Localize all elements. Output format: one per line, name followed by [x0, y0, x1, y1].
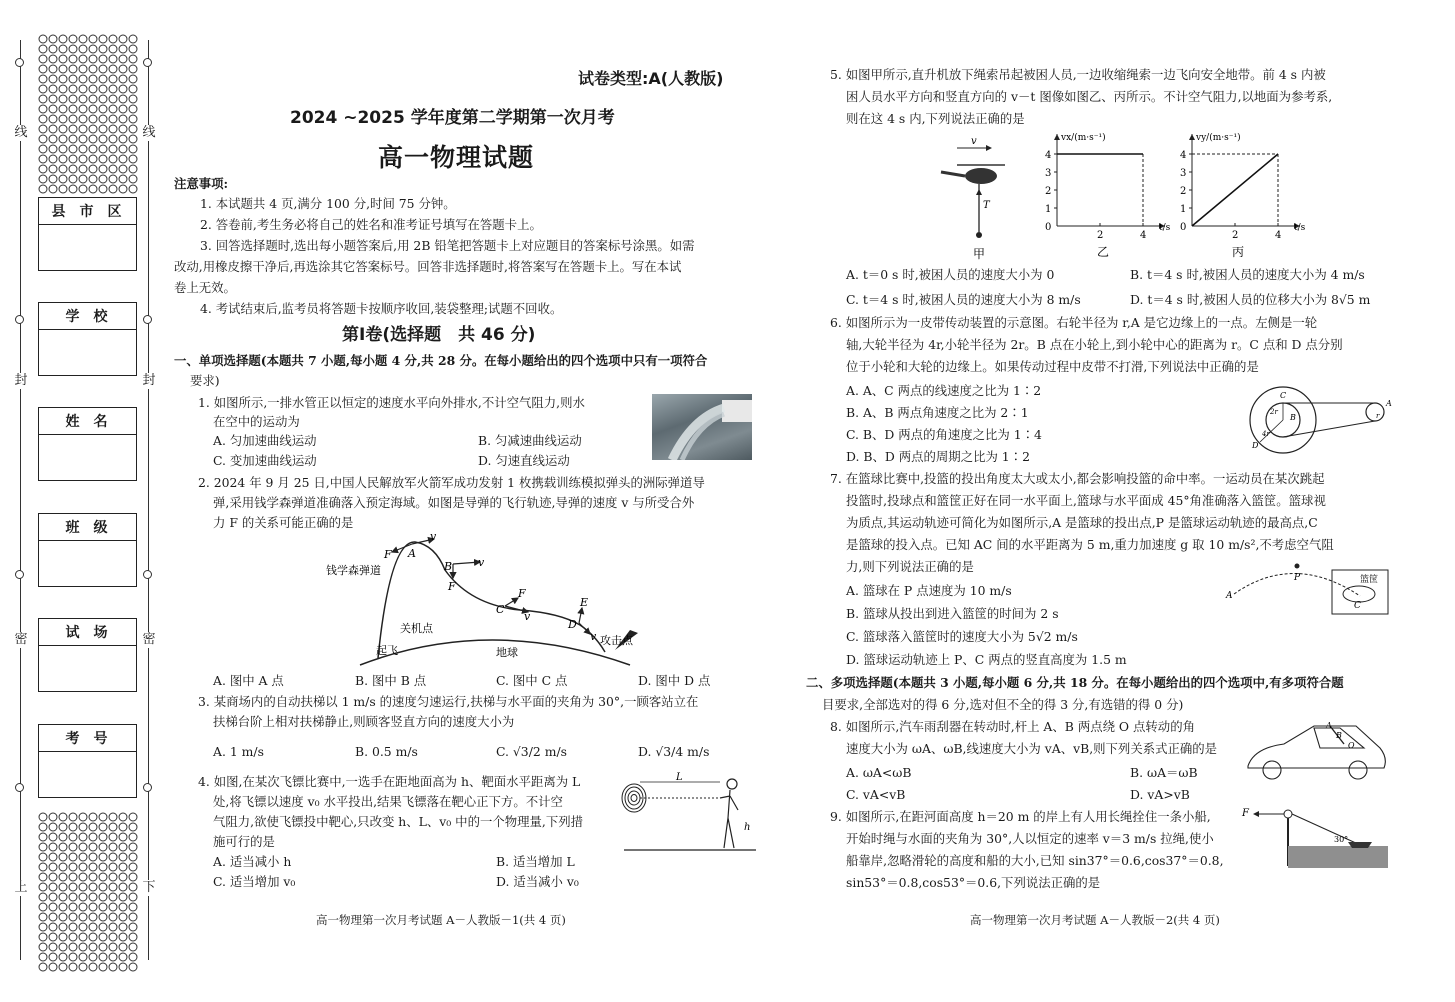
binding-char: 线 [14, 125, 28, 140]
q7-stem: 是篮球的投入点。已知 AC 间的水平距离为 5 m,重力加速度 g 取 10 m/s²,不考虑空气阻 [846, 537, 1334, 552]
q3-option-d[interactable]: D. √3/4 m/s [638, 744, 710, 759]
fig-label: v [590, 630, 597, 643]
fig-label: A [1226, 591, 1233, 601]
q5-stem: 5. 如图甲所示,直升机放下绳索吊起被困人员,一边收缩绳索一边飞向安全地带。前 4 s 内被 [830, 67, 1326, 82]
q4-option-c[interactable]: C. 适当增加 v₀ [213, 874, 296, 889]
fig-label: D [568, 618, 577, 631]
y-axis-arrow [1189, 134, 1195, 140]
graph-caption: 丙 [1232, 245, 1245, 259]
fig-label: T [983, 200, 990, 211]
x-tick-label: 4 [1275, 230, 1282, 241]
q4-stem: 施可行的是 [213, 834, 275, 849]
fig-label: 2r [1270, 408, 1278, 416]
binding-hole [143, 783, 152, 792]
fig-label: 4r [1262, 430, 1270, 438]
y-tick-label: 3 [1045, 168, 1052, 179]
q2-stem: 弹,采用钱学森弹道准确落入预定海域。如图是导弹的飞行轨迹,导弹的速度 v 与所受合外 [213, 495, 695, 510]
binding-char: 下 [142, 880, 156, 895]
fig-label: v [524, 610, 531, 623]
q2-stem: 力 F 的关系可能正确的是 [213, 515, 354, 530]
series-line [1192, 154, 1278, 226]
q9-stem: 船靠岸,忽略滑轮的高度和船的大小,已知 sin37°＝0.6,cos37°＝0.8, [846, 853, 1224, 868]
q4-option-d[interactable]: D. 适当减小 v₀ [496, 874, 579, 889]
fig-label: L [676, 772, 683, 783]
field-name[interactable] [38, 407, 137, 481]
x-axis-label: t/s [1159, 223, 1171, 233]
q8-option-c[interactable]: C. vA<vB [846, 787, 906, 802]
y-tick-label: 3 [1180, 168, 1187, 179]
q5-option-a[interactable]: A. t＝0 s 时,被困人员的速度大小为 0 [846, 267, 1055, 282]
fig-label: 地球 [496, 646, 518, 659]
missile-trajectory-figure [320, 530, 645, 670]
y-tick-label: 4 [1180, 150, 1187, 161]
q6-option-d[interactable]: D. B、D 两点的周期之比为 1∶2 [846, 449, 1030, 464]
fig-label: P [1294, 573, 1301, 583]
fig-label: 起飞 [376, 644, 398, 657]
binding-line-left [20, 40, 21, 960]
q6-option-a[interactable]: A. A、C 两点的线速度之比为 1∶2 [846, 383, 1042, 398]
q4-option-a[interactable]: A. 适当减小 h [213, 854, 292, 869]
fig-label: C [1280, 391, 1287, 400]
page-title: 高一物理试题 [378, 143, 535, 172]
fig-label: F [384, 548, 392, 561]
q7-stem: 为质点,其运动轨迹可简化为如图所示,A 是篮球的投出点,P 是篮球运动轨迹的最高点,C [846, 515, 1318, 530]
fig-label: h [744, 822, 751, 833]
q7-option-a[interactable]: A. 篮球在 P 点速度为 10 m/s [846, 583, 1012, 598]
fig-label: C [1354, 601, 1361, 611]
y-axis-label: vx/(m·s⁻¹) [1061, 133, 1106, 143]
q3-stem: 扶梯台阶上相对扶梯静止,则顾客竖直方向的速度大小为 [213, 714, 515, 729]
helicopter-icon [941, 165, 1005, 184]
y-tick-label: 1 [1045, 204, 1052, 215]
notice-item: 4. 考试结束后,监考员将答题卡按顺序收回,装袋整理;试题不回收。 [200, 301, 563, 316]
fig-label: v [971, 136, 977, 147]
q5-option-c[interactable]: C. t＝4 s 时,被困人员的速度大小为 8 m/s [846, 292, 1081, 307]
q4-stem: 处,将飞镖以速度 v₀ 水平投出,结果飞镖落在靶心正下方。不计空 [213, 794, 563, 809]
fig-label: D [1252, 441, 1259, 450]
q4-option-b[interactable]: B. 适当增加 L [496, 854, 575, 869]
x-tick-label: 4 [1140, 230, 1147, 241]
q9-stem: 开始时绳与水面的夹角为 30°,人以恒定的速率 v＝3 m/s 拉绳,使小 [846, 831, 1214, 846]
notice-heading: 注意事项: [174, 176, 229, 191]
field-label: 考号 [39, 725, 136, 752]
fig-label: E [580, 596, 589, 609]
fig-label: 30° [1334, 835, 1349, 844]
fig-label: v [478, 556, 485, 569]
fig-label: A [1326, 721, 1332, 730]
fig-label: 篮筐 [1360, 575, 1379, 585]
x-tick-label: 2 [1232, 230, 1239, 241]
q1-option-c[interactable]: C. 变加速曲线运动 [213, 453, 317, 468]
field-label: 县市区 [39, 198, 136, 225]
q7-stem: 7. 在篮球比赛中,投篮的投出角度太大或太小,都会影响投篮的命中率。一运动员在某次跳起 [830, 471, 1325, 486]
binding-hole [15, 783, 24, 792]
y-tick-label: 2 [1180, 186, 1187, 197]
x-axis-label: t/s [1294, 223, 1306, 233]
helicopter-figure [935, 132, 1015, 260]
q7-option-b[interactable]: B. 篮球从投出到进入篮筐的时间为 2 s [846, 606, 1059, 621]
car-wiper-figure [1244, 718, 1390, 782]
binding-hole [15, 315, 24, 324]
notice-item: 卷上无效。 [174, 280, 236, 295]
boat-pulley-figure [1240, 800, 1390, 870]
y-tick-label: 4 [1045, 150, 1052, 161]
fig-label: 甲 [973, 247, 986, 260]
y-tick-label: 2 [1045, 186, 1052, 197]
field-label: 学校 [39, 303, 136, 330]
semester-title: 2024 ~2025 学年度第二学期第一次月考 [290, 108, 615, 128]
player-icon [720, 779, 738, 848]
q7-option-d[interactable]: D. 篮球运动轨迹上 P、C 两点的竖直高度为 1.5 m [846, 652, 1127, 667]
field-exam-number[interactable] [38, 724, 137, 798]
q8-option-b[interactable]: B. ωA＝ωB [1130, 765, 1198, 780]
fig-label: B [1290, 413, 1296, 422]
binding-char: 封 [14, 373, 28, 388]
fig-label: C [496, 603, 505, 616]
q6-stem: 轴,大轮半径为 4r,小轮半径为 2r。B 点在小轮上,到小轮中心的距离为 r。C 点和 D 点分别 [846, 337, 1343, 352]
y-axis-label: vy/(m·s⁻¹) [1196, 133, 1241, 143]
q6-option-c[interactable]: C. B、D 两点的角速度之比为 1∶4 [846, 427, 1042, 442]
car-icon [1248, 726, 1385, 779]
x-tick-label: 2 [1097, 230, 1104, 241]
q4-stem: 气阻力,欲使飞镖投中靶心,只改变 h、L、v₀ 中的一个物理量,下列措 [213, 814, 584, 829]
basketball-figure [1224, 556, 1394, 620]
q7-stem: 力,则下列说法正确的是 [846, 559, 974, 574]
pulley-icon [1284, 810, 1292, 818]
binding-char: 线 [142, 125, 156, 140]
fig-label: F [448, 580, 456, 593]
q2-option-c[interactable]: C. 图中 C 点 [496, 673, 568, 688]
fig-label: F [518, 587, 526, 600]
field-school[interactable] [38, 302, 137, 376]
field-label: 试场 [39, 619, 136, 646]
notice-item: 1. 本试题共 4 页,满分 100 分,时间 75 分钟。 [200, 196, 456, 211]
fig-label: B [444, 560, 453, 573]
y-tick-label: 0 [1045, 222, 1052, 233]
q3-option-b[interactable]: B. 0.5 m/s [355, 744, 418, 759]
vx-t-graph [1035, 128, 1175, 260]
dart-figure [620, 770, 760, 855]
section2-heading-cont: 目要求,全部选对的得 6 分,选对但不全的得 3 分,有选错的得 0 分) [822, 697, 1184, 712]
water-pipe-photo [652, 394, 752, 460]
field-label: 班级 [39, 514, 136, 541]
fig-label: 钱学森弹道 [326, 564, 381, 577]
binding-hole [15, 570, 24, 579]
q3-option-a[interactable]: A. 1 m/s [213, 744, 264, 759]
q6-option-b[interactable]: B. A、B 两点角速度之比为 2∶1 [846, 405, 1029, 420]
fig-label: r [1376, 412, 1380, 420]
q9-stem: sin53°＝0.8,cos53°＝0.6,下列说法正确的是 [846, 875, 1101, 890]
graph-caption: 乙 [1097, 245, 1110, 259]
y-tick-label: 0 [1180, 222, 1187, 233]
fig-label: 关机点 [400, 622, 433, 635]
fig-label: A [408, 547, 416, 560]
q8-stem: 速度大小为 ωA、ωB,线速度大小为 vA、vB,则下列关系式正确的是 [846, 741, 1218, 756]
q3-option-c[interactable]: C. √3/2 m/s [496, 744, 567, 759]
q5-option-d[interactable]: D. t＝4 s 时,被困人员的位移大小为 8√5 m [1130, 292, 1371, 307]
q1-option-a[interactable]: A. 匀加速曲线运动 [213, 433, 317, 448]
q8-option-a[interactable]: A. ωA<ωB [846, 765, 912, 780]
belt-drive-figure [1248, 384, 1394, 456]
binding-hole [143, 315, 152, 324]
field-label: 姓名 [39, 408, 136, 435]
q1-stem: 在空中的运动为 [213, 414, 300, 429]
q5-stem: 则在这 4 s 内,下列说法正确的是 [846, 111, 1025, 126]
hoop-icon [1343, 586, 1375, 602]
footer-right: 高一物理第一次月考试题 A－人教版－2(共 4 页) [970, 913, 1220, 927]
binding-char: 上 [14, 880, 28, 895]
q2-option-d[interactable]: D. 图中 D 点 [638, 673, 711, 688]
y-axis-arrow [1054, 134, 1060, 140]
fig-label: v [430, 530, 437, 543]
binding-char: 封 [142, 373, 156, 388]
q2-stem: 2. 2024 年 9 月 25 日,中国人民解放军火箭军成功发射 1 枚携载训练模拟弹头的洲际弹道导 [198, 475, 705, 490]
part1-title: 第Ⅰ卷(选择题 共 46 分) [342, 325, 536, 345]
fig-label: O [1348, 741, 1355, 750]
fig-label: A [1386, 399, 1392, 408]
binding-char: 密 [142, 632, 156, 647]
q3-stem: 3. 某商场内的自动扶梯以 1 m/s 的速度匀速运行,扶梯与水平面的夹角为 30°,一顾客站立在 [198, 694, 699, 709]
q7-option-c[interactable]: C. 篮球落入篮筐时的速度大小为 5√2 m/s [846, 629, 1078, 644]
q7-stem: 投篮时,投球点和篮筐正好在同一水平面上,篮球与水平面成 45°角准确落入篮筐。篮球视 [846, 493, 1326, 508]
dot-grid-bottom [38, 812, 142, 972]
binding-hole [15, 58, 24, 67]
q2-option-b[interactable]: B. 图中 B 点 [355, 673, 427, 688]
q6-stem: 6. 如图所示为一皮带传动装置的示意图。右轮半径为 r,A 是它边缘上的一点。左侧是一轮 [830, 315, 1318, 330]
binding-line-right [148, 40, 149, 960]
fig-label: F [1242, 808, 1249, 819]
paper-type: 试卷类型:A(人教版) [578, 69, 724, 88]
q8-option-d[interactable]: D. vA>vB [1130, 787, 1190, 802]
q9-stem: 9. 如图所示,在距河面高度 h＝20 m 的岸上有人用长绳拴住一条小船, [830, 809, 1211, 824]
section1-heading-cont: 要求) [190, 373, 220, 388]
fig-label: B [1336, 731, 1342, 740]
notice-item: 2. 答卷前,考生务必将自己的姓名和准考证号填写在答题卡上。 [200, 217, 542, 232]
field-class[interactable] [38, 513, 137, 587]
q5-stem: 困人员水平方向和竖直方向的 v－t 图像如图乙、丙所示。不计空气阻力,以地面为参考系, [846, 89, 1333, 104]
notice-item: 3. 回答选择题时,选出每小题答案后,用 2B 铅笔把答题卡上对应题目的答案标号涂黑。如需 [200, 238, 695, 253]
section1-heading: 一、单项选择题(本题共 7 小题,每小题 4 分,共 28 分。在每小题给出的四个选项中只有一项符合 [174, 353, 708, 368]
vy-t-graph [1170, 128, 1310, 260]
q1-stem: 1. 如图所示,一排水管正以恒定的速度水平向外排水,不计空气阻力,则水 [198, 395, 585, 410]
q4-stem: 4. 如图,在某次飞镖比赛中,一选手在距地面高为 h、靶面水平距离为 L [198, 774, 581, 789]
dot-grid-top [38, 34, 142, 194]
q6-stem: 位于小轮和大轮的边缘上。如果传动过程中皮带不打滑,下列说法中正确的是 [846, 359, 1259, 374]
ball-icon [1295, 564, 1300, 569]
boat-icon [1348, 842, 1372, 848]
dartboard-icon [622, 784, 646, 812]
binding-char: 密 [14, 632, 28, 647]
water-stream-icon [652, 394, 752, 460]
person-icon [976, 232, 982, 238]
fig-label: 攻击点 [600, 634, 633, 647]
field-exam-room[interactable] [38, 618, 137, 692]
binding-hole [143, 58, 152, 67]
y-tick-label: 1 [1180, 204, 1187, 215]
right-wheel-icon [1366, 403, 1384, 421]
q1-option-d[interactable]: D. 匀速直线运动 [478, 453, 570, 468]
notice-item: 改动,用橡皮擦干净后,再选涂其它答案标号。回答非选择题时,将答案写在答题卡上。写在本试 [174, 259, 682, 274]
q1-option-b[interactable]: B. 匀减速曲线运动 [478, 433, 582, 448]
field-county[interactable] [38, 197, 137, 271]
q2-option-a[interactable]: A. 图中 A 点 [213, 673, 284, 688]
q5-option-b[interactable]: B. t＝4 s 时,被困人员的速度大小为 4 m/s [1130, 267, 1365, 282]
water-icon [1288, 846, 1388, 868]
section2-heading: 二、多项选择题(本题共 3 小题,每小题 6 分,共 18 分。在每小题给出的四个选项中,有多项符合题 [806, 675, 1344, 690]
q8-stem: 8. 如图所示,汽车雨刮器在转动时,杆上 A、B 两点绕 O 点转动的角 [830, 719, 1195, 734]
footer-left: 高一物理第一次月考试题 A－人教版－1(共 4 页) [316, 913, 566, 927]
binding-hole [143, 570, 152, 579]
